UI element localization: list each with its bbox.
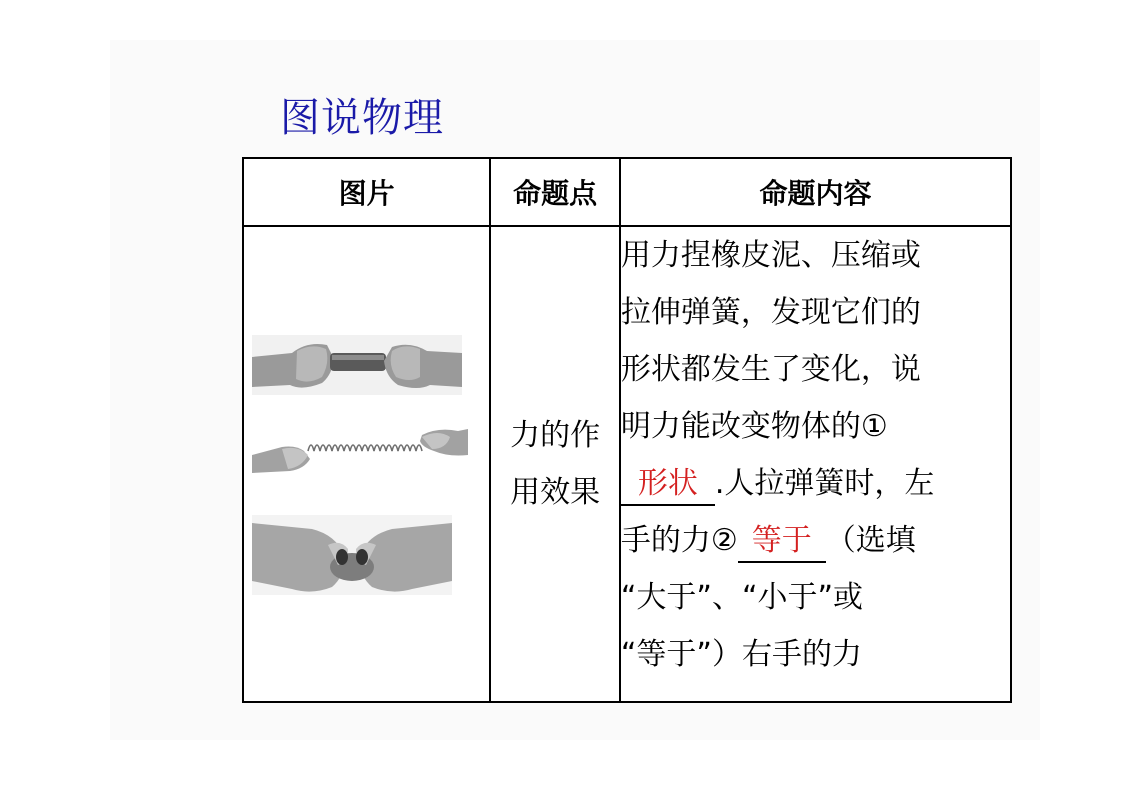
content-text: （选填 <box>825 523 916 558</box>
content-line: “等于”）右手的力 <box>620 637 862 672</box>
hands-stretching-spring-image <box>252 429 468 473</box>
table-header-row <box>243 158 1011 226</box>
content-line <box>621 455 1010 512</box>
topic-content-cell <box>620 226 1011 702</box>
topic-point-line: 用效果 <box>510 475 601 510</box>
answer-blank-2: 等于 <box>738 521 826 563</box>
header-image: 图片 <box>243 158 490 226</box>
table-row <box>243 226 1011 702</box>
page-title: 图说物理 <box>280 95 444 141</box>
content-text: .人拉弹簧时，左 <box>714 466 935 501</box>
hands-photos <box>252 335 482 605</box>
content-text: 手的力② <box>620 523 738 558</box>
content-line <box>621 512 1010 569</box>
content-line: 用力捏橡皮泥、压缩或 <box>620 238 921 273</box>
hands-compressing-spring-image <box>252 335 462 395</box>
content-line: 拉伸弹簧，发现它们的 <box>620 295 921 330</box>
image-cell <box>243 226 490 702</box>
topic-point-cell <box>490 226 620 702</box>
header-topic-point: 命题点 <box>490 158 620 226</box>
content-line: 形状都发生了变化，说 <box>620 352 921 387</box>
answer-blank-1: 形状 <box>621 464 715 506</box>
content-line: “大于”、“小于”或 <box>620 580 864 615</box>
header-topic-content: 命题内容 <box>620 158 1011 226</box>
topic-point-line: 力的作 <box>510 418 601 453</box>
hands-squeezing-clay-image <box>252 515 452 595</box>
physics-table <box>242 157 1012 703</box>
content-line: 明力能改变物体的① <box>620 409 888 444</box>
